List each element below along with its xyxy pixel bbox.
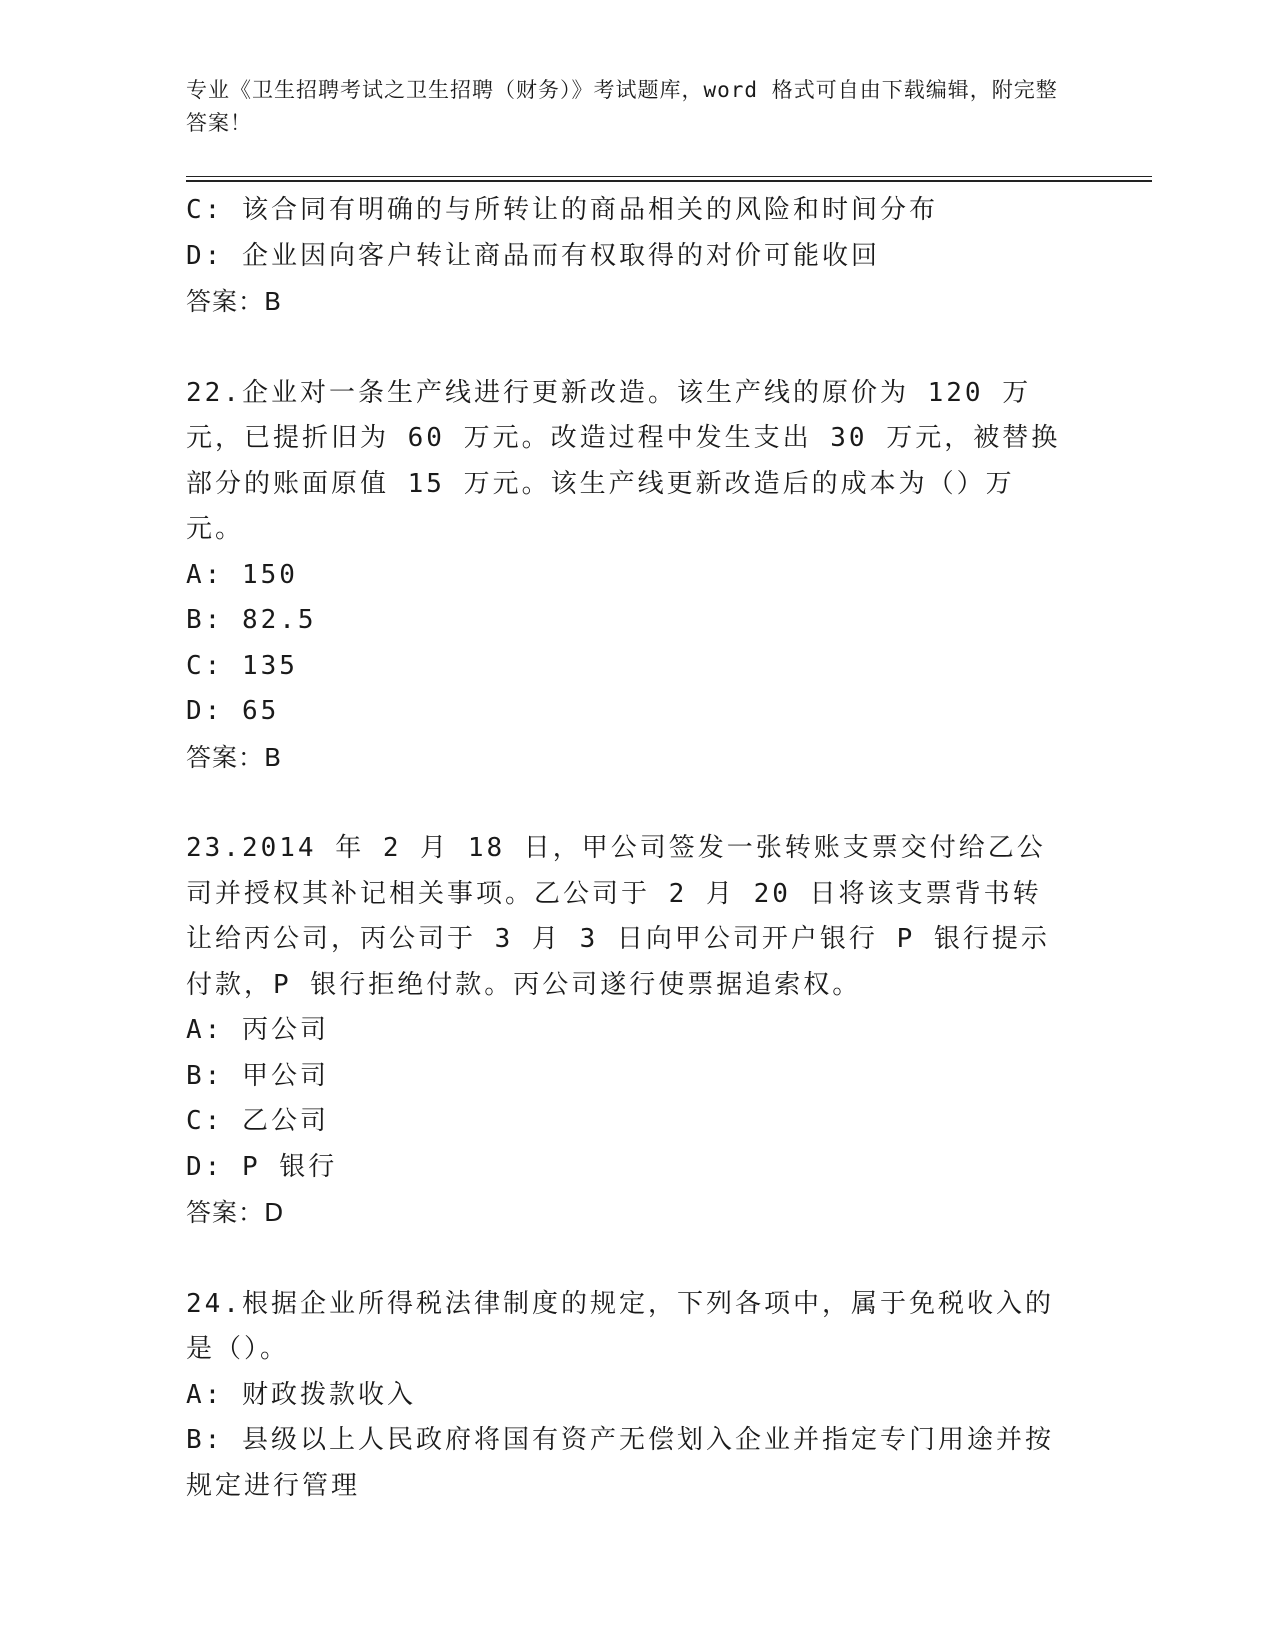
option-c: C: 135 (186, 650, 298, 681)
option-a: A: 财政拨款收入 (186, 1379, 416, 1410)
question-23 (186, 826, 1086, 1236)
option-a: A: 150 (186, 559, 298, 590)
option-a: A: 丙公司 (186, 1015, 329, 1045)
option-c: C: 该合同有明确的与所转让的商品相关的风险和时间分布 (186, 195, 938, 225)
question-stem: 23.2014 年 2 月 18 日，甲公司签发一张转账支票交付给乙公司并授权其补记相关事项。乙公司于 2 月 20 日将该支票背书转让给丙公司，丙公司于 3 月 3 日向甲公司开户银行 P 银行提示付款，P 银行拒绝付款。丙公司遂行使票据追索权。 (186, 833, 1050, 1000)
option-b: B: 县级以上人民政府将国有资产无偿划入企业并指定专门用途并按规定进行管理 (186, 1425, 1054, 1501)
answer-line: 答案：B (186, 742, 283, 772)
option-d: D: 企业因向客户转让商品而有权取得的对价可能收回 (186, 240, 880, 271)
question-stem: 24.根据企业所得税法律制度的规定，下列各项中，属于免税收入的是（）。 (186, 1288, 1054, 1364)
document-body (186, 188, 1086, 1509)
previous-question-tail (186, 188, 1086, 325)
option-b: B: 甲公司 (186, 1060, 329, 1091)
question-24 (186, 1282, 1086, 1510)
header-divider (186, 176, 1152, 182)
answer-line: 答案：B (186, 287, 283, 316)
option-d: D: P 银行 (186, 1151, 338, 1182)
answer-line: 答案：D (186, 1198, 285, 1227)
question-22 (186, 371, 1086, 781)
question-stem: 22.企业对一条生产线进行更新改造。该生产线的原价为 120 万元，已提折旧为 60 万元。改造过程中发生支出 30 万元，被替换部分的账面原值 15 万元。该生产线更新改造后的成本为（）万元。 (186, 377, 1061, 544)
option-d: D: 65 (186, 696, 280, 726)
option-b: B: 82.5 (186, 605, 317, 635)
option-c: C: 乙公司 (186, 1106, 329, 1136)
document-header: 专业《卫生招聘考试之卫生招聘（财务）》考试题库，word 格式可自由下载编辑，附完整答案！ (186, 78, 1058, 135)
